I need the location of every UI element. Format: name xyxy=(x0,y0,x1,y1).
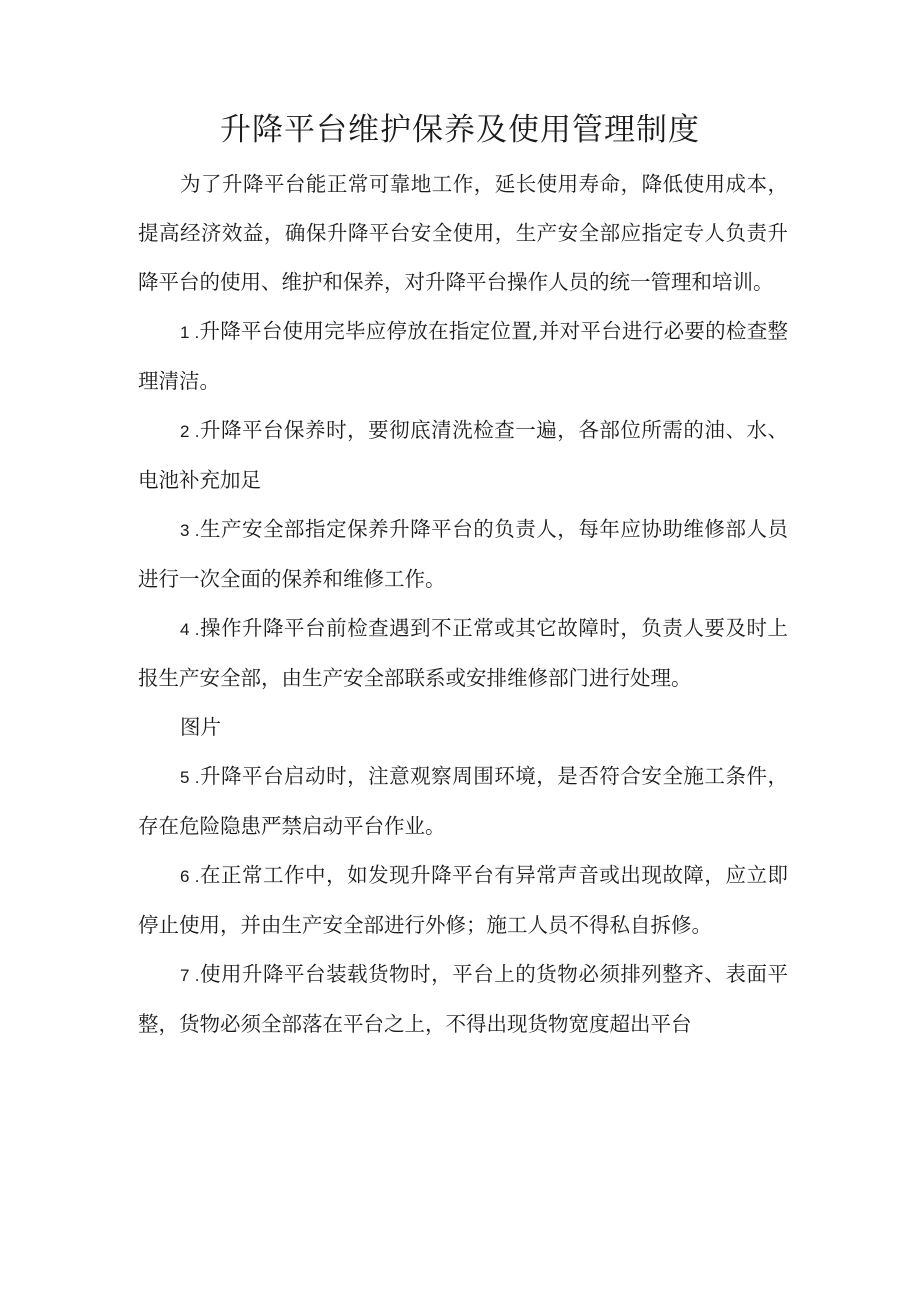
clause-1 xyxy=(138,307,788,406)
clause-separator: . xyxy=(189,966,200,985)
image-placeholder: 图片 xyxy=(180,715,221,739)
clause-text: 升降平台保养时，要彻底清洗检查一遍，各部位所需的油、水、电池补充加足 xyxy=(138,418,788,492)
clause-2 xyxy=(138,406,788,505)
clause-text: 生产安全部指定保养升降平台的负责人，每年应协助维修部人员进行一次全面的保养和维修工作。 xyxy=(138,517,788,591)
clause-number: 1 xyxy=(180,323,190,342)
clause-text: 使用升降平台装载货物时，平台上的货物必须排列整齐、表面平整，货物必须全部落在平台之上，不得出现货物宽度超出平台 xyxy=(138,962,788,1036)
clause-4 xyxy=(138,604,788,703)
clause-text: 升降平台启动时，注意观察周围环境，是否符合安全施工条件，存在危险隐患严禁启动平台作业。 xyxy=(138,764,788,838)
clause-number: 4 xyxy=(180,620,190,639)
clause-separator: . xyxy=(189,323,200,342)
clause-6 xyxy=(138,851,788,950)
clause-7 xyxy=(138,950,788,1049)
document-title: 升降平台维护保养及使用管理制度 xyxy=(220,112,700,148)
clause-number: 7 xyxy=(180,966,190,985)
clause-number: 2 xyxy=(180,422,190,441)
document-body xyxy=(138,160,788,1049)
clause-text: 操作升降平台前检查遇到不正常或其它故障时，负责人要及时上报生产安全部，由生产安全部联系或安排维修部门进行处理。 xyxy=(138,616,788,690)
clause-separator: . xyxy=(189,867,200,886)
clause-separator: . xyxy=(189,521,200,540)
clause-text: 升降平台使用完毕应停放在指定位置,并对平台进行必要的检查整理清洁。 xyxy=(138,319,788,393)
intro-paragraph: 为了升降平台能正常可靠地工作，延长使用寿命，降低使用成本，提高经济效益，确保升降平台安全使用，生产安全部应指定专人负责升降平台的使用、维护和保养，对升降平台操作人员的统一管理和培训。 xyxy=(138,172,788,294)
clause-number: 6 xyxy=(180,867,190,886)
clause-number: 5 xyxy=(180,768,190,787)
clause-separator: . xyxy=(189,620,200,639)
clause-number: 3 xyxy=(180,521,190,540)
clause-text: 在正常工作中，如发现升降平台有异常声音或出现故障，应立即停止使用，并由生产安全部进行外修；施工人员不得私自拆修。 xyxy=(138,863,788,937)
clause-separator: . xyxy=(189,768,200,787)
clause-5 xyxy=(138,752,788,851)
clause-3 xyxy=(138,505,788,604)
clause-separator: . xyxy=(189,422,200,441)
